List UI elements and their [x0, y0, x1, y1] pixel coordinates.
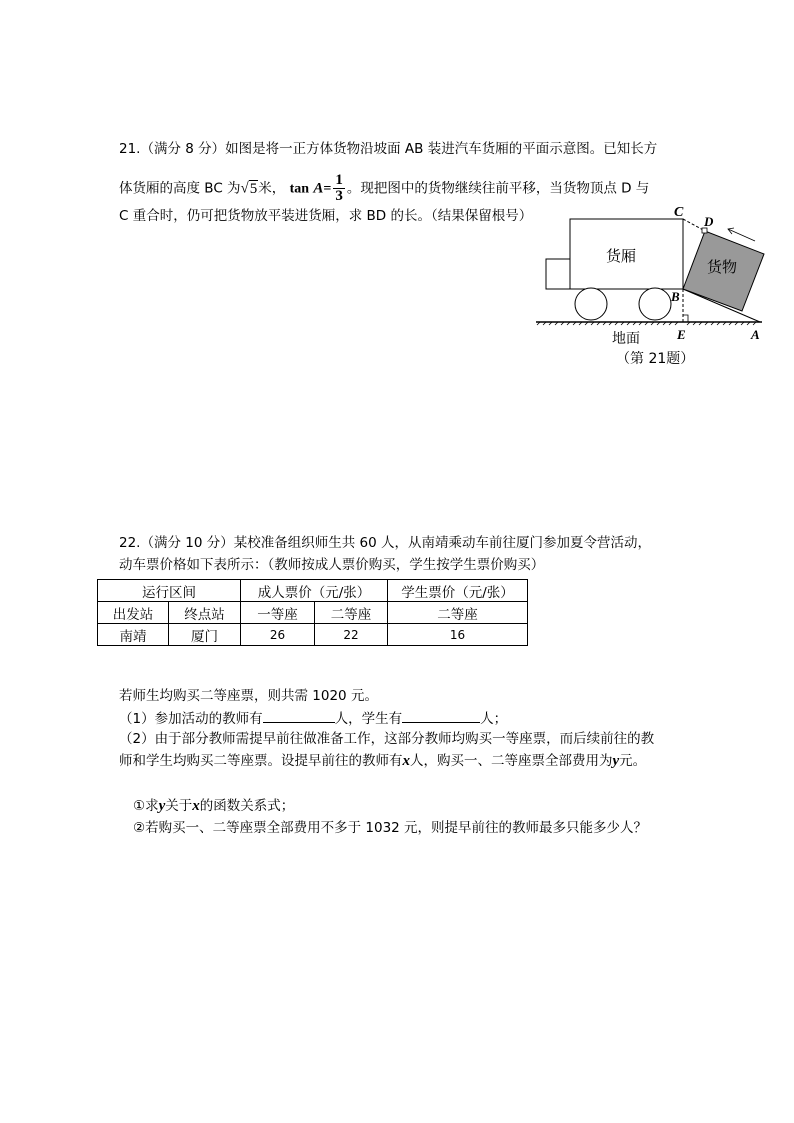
- q22-sub-2: ②若购买一、二等座票全部费用不多于 1032 元，则提早前往的教师最多只能多少人？: [133, 820, 648, 836]
- sub-1-mid: 关于: [165, 798, 193, 814]
- ground-label: 地面: [612, 331, 640, 347]
- q22-part-1: [119, 708, 507, 728]
- q22-condition: 若师生均购买二等座票，则共需 1020 元。: [119, 688, 378, 704]
- fare-table: [97, 579, 528, 646]
- table-row: [98, 602, 528, 624]
- table-row: [98, 580, 528, 602]
- equals-sign: =: [323, 181, 332, 197]
- sub-from: 出发站: [98, 602, 169, 624]
- tan-var: A: [313, 180, 324, 197]
- point-e-label: E: [677, 327, 686, 342]
- sqrt-radicand: 5: [249, 180, 258, 197]
- row-student-price: 16: [388, 624, 528, 646]
- right-angle-mark: [683, 315, 688, 322]
- truck-cab: [546, 259, 570, 289]
- q22-part-2-line-1: （2）由于部分教师需提早前往做准备工作，这部分教师均购买一等座票，而后续前往的教: [119, 731, 655, 747]
- point-b-label: B: [671, 289, 680, 304]
- sqrt-five: √5: [240, 180, 258, 197]
- cargo-box-label: 货厢: [606, 247, 637, 265]
- teacher-count-blank[interactable]: [263, 708, 335, 723]
- q21-unit: 米，: [258, 180, 286, 197]
- sub-first-class: 一等座: [241, 602, 315, 624]
- q21-line-2-suffix: 。现把图中的货物继续往前平移，当货物顶点 D 与: [346, 180, 650, 197]
- row-second-price: 22: [315, 624, 388, 646]
- sub-second-class: 二等座: [315, 602, 388, 624]
- fraction-numerator: 1: [335, 172, 343, 188]
- var-y: y: [612, 753, 620, 769]
- q21-line-1: 21.（满分 8 分）如图是将一正方体货物沿坡面 AB 装进汽车货厢的平面示意图。已知长方: [119, 141, 658, 157]
- part-2-text-mid: 人，购买一、二等座票全部费用为: [410, 753, 613, 769]
- point-a-label: A: [751, 327, 760, 342]
- var-x: x: [402, 753, 410, 769]
- q22-part-2-line-2: [119, 752, 646, 770]
- q22-sub-1: [133, 797, 294, 815]
- header-adult: 成人票价（元/张）: [241, 580, 388, 602]
- figure-caption: （第 21题）: [616, 351, 695, 367]
- point-c-label: C: [674, 205, 684, 220]
- sub-1-var-y: y: [158, 798, 166, 814]
- rear-wheel: [639, 288, 671, 320]
- fraction-denominator: 3: [335, 188, 343, 204]
- sub-1-post: 的函数关系式；: [199, 798, 295, 814]
- part-2-text-pre: 师和学生均购买二等座票。设提早前往的教师有: [119, 753, 403, 769]
- student-count-blank[interactable]: [402, 708, 480, 723]
- sub-student-second-class: 二等座: [388, 602, 528, 624]
- row-to: 厦门: [169, 624, 241, 646]
- table-row: [98, 624, 528, 646]
- part-1-text-a: （1）参加活动的教师有: [119, 711, 263, 727]
- front-wheel: [575, 288, 607, 320]
- point-d-label: D: [704, 214, 714, 229]
- part-2-text-post: 元。: [619, 753, 647, 769]
- part-1-text-b: 人，学生有: [334, 711, 403, 727]
- row-from: 南靖: [98, 624, 169, 646]
- part-1-text-c: 人；: [480, 711, 508, 727]
- q22-line-2: 动车票价格如下表所示：（教师按成人票价购买，学生按学生票价购买）: [119, 557, 545, 573]
- header-route: 运行区间: [98, 580, 241, 602]
- row-first-price: 26: [241, 624, 315, 646]
- header-student: 学生票价（元/张）: [388, 580, 528, 602]
- movement-arrow: [728, 229, 755, 241]
- q22-line-1: 22.（满分 10 分）某校准备组织师生共 60 人，从南靖乘动车前往厦门参加夏令营活动，: [119, 535, 651, 551]
- q21-line-3: C 重合时，仍可把货物放平装进货厢，求 BD 的长。（结果保留根号）: [119, 208, 533, 224]
- sub-1-var-x: x: [192, 798, 200, 814]
- q21-line-2-prefix: 体货厢的高度 BC 为: [119, 180, 241, 197]
- sub-to: 终点站: [169, 602, 241, 624]
- tan-label: tan: [289, 181, 310, 197]
- cargo-label: 货物: [707, 258, 738, 276]
- sub-1-pre: ①求: [133, 798, 159, 814]
